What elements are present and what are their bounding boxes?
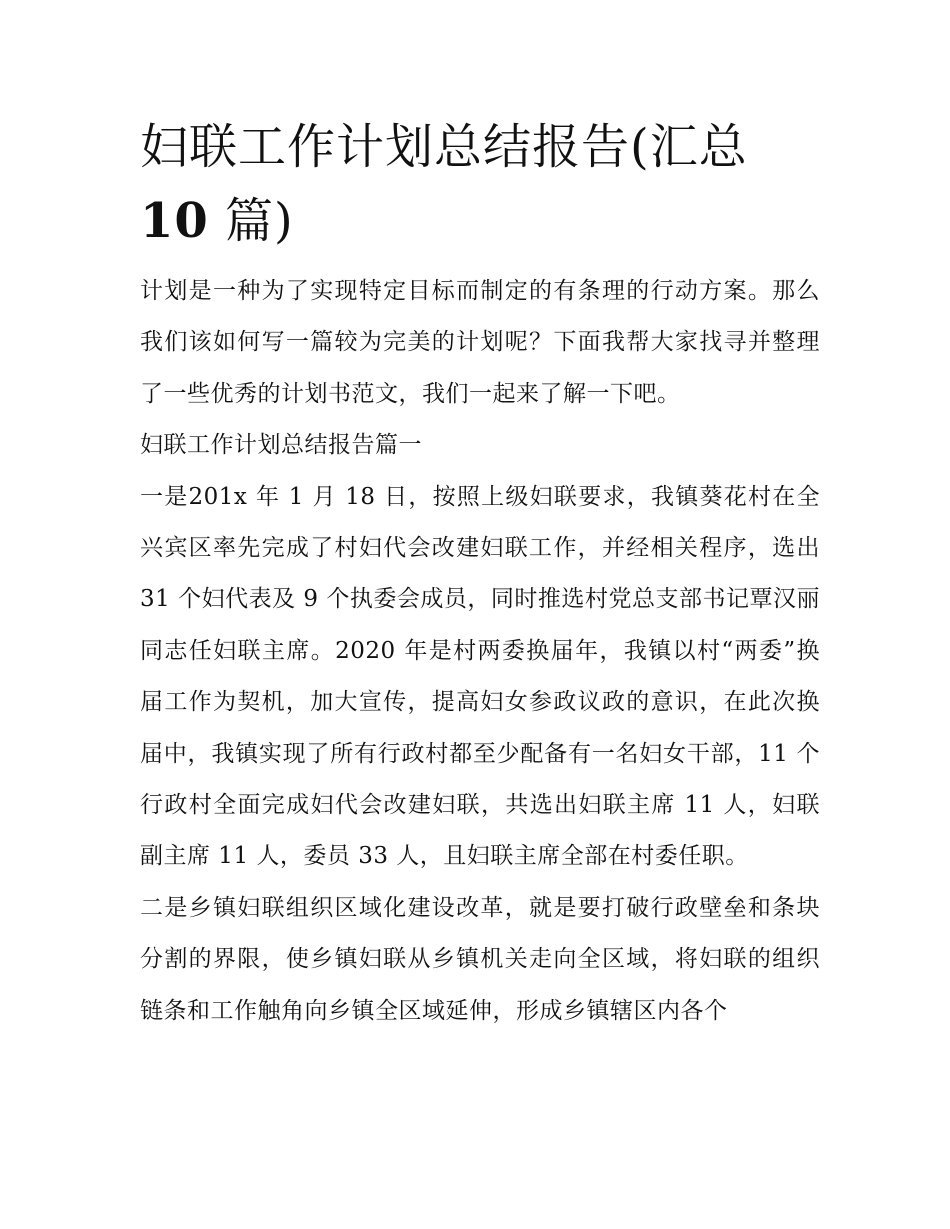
- body-paragraph: 二是乡镇妇联组织区域化建设改革，就是要打破行政壁垒和条块分割的界限，使乡镇妇联从乡镇机关走向全区域，将妇联的组织链条和工作触角向乡镇全区域延伸，形成乡镇辖区内各个: [140, 894, 820, 1024]
- section-heading: 妇联工作计划总结报告篇一: [140, 432, 422, 459]
- document-body: [140, 266, 820, 1037]
- title-line-1: 妇联工作计划总结报告(汇总: [140, 119, 748, 175]
- document-title: [140, 110, 820, 258]
- document-page: [140, 110, 820, 1037]
- body-paragraph: 一是201x 年 1 月 18 日，按照上级妇联要求，我镇葵花村在全兴宾区率先完成了村妇代会改建妇联工作，并经相关程序，选出 31 个妇代表及 9 个执委会成员，同时推选村党总支部书记覃汉丽同志任妇联主席。2020 年是村两委换届年，我镇以村“两委”换届工作为契机，加大宣传，提高妇女参政议政的意识，在此次换届中，我镇实现了所有行政村都至少配备有一名妇女干部，11 个行政村全面完成妇代会改建妇联，共选出妇联主席 11 人，妇联副主席 11 人，委员 33 人，且妇联主席全部在村委任职。: [140, 483, 820, 870]
- title-number: 10: [140, 193, 209, 249]
- intro-paragraph: 计划是一种为了实现特定目标而制定的有条理的行动方案。那么我们该如何写一篇较为完美的计划呢？下面我帮大家找寻并整理了一些优秀的计划书范文，我们一起来了解一下吧。: [140, 278, 820, 407]
- title-line-2: 篇): [208, 193, 294, 249]
